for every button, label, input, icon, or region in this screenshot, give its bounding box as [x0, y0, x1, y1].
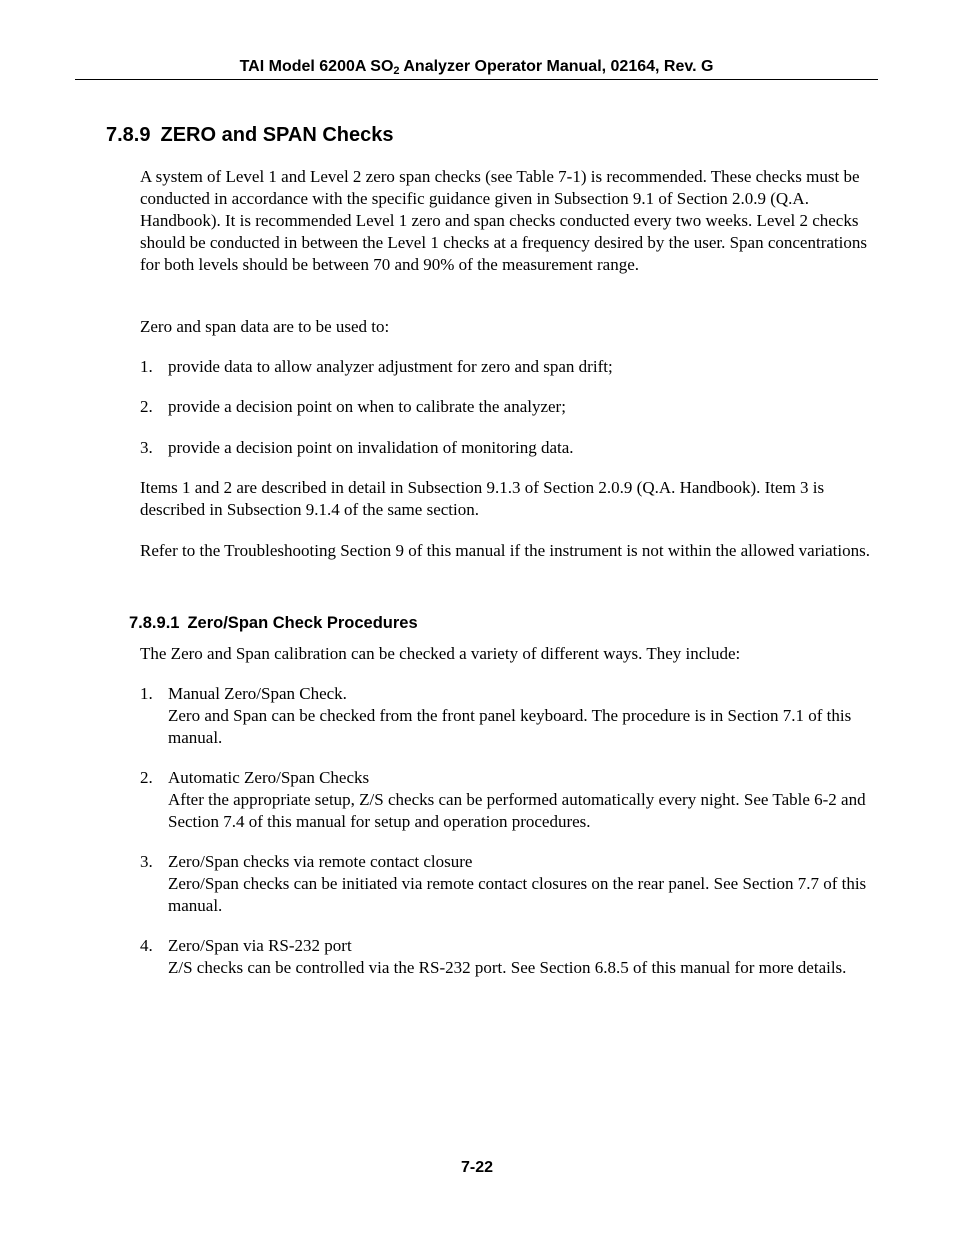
procedure-item [140, 767, 875, 833]
section-number: 7.8.9 [106, 124, 151, 146]
procedure-item-text: Zero and Span can be checked from the front panel keyboard. The procedure is in Section 7.1 of this manual. [168, 706, 852, 747]
procedure-item-text: After the appropriate setup, Z/S checks can be performed automatically every night. See Table 6-2 and Section 7.4 of this manual for setup and operation procedures. [168, 790, 866, 831]
subsection-number: 7.8.9.1 [129, 614, 180, 632]
list-item-text: provide a decision point on invalidation of monitoring data. [168, 438, 574, 457]
list-item [140, 437, 875, 459]
section-paragraph: Zero and span data are to be used to: [140, 317, 390, 336]
procedure-item-title: Manual Zero/Span Check. [168, 684, 347, 703]
header-rule [75, 79, 878, 80]
header-title-rest: Analyzer Operator Manual, 02164, Rev. G [399, 58, 714, 75]
subsection-intro: The Zero and Span calibration can be checked a variety of different ways. They include: [140, 644, 741, 663]
section-paragraph: Items 1 and 2 are described in detail in Subsection 9.1.3 of Section 2.0.9 (Q.A. Handbook). Item 3 is described in Subsection 9.1.4 of the same section. [140, 478, 825, 519]
subsection-title: Zero/Span Check Procedures [187, 614, 418, 632]
list-item-number: 1. [140, 357, 153, 376]
procedure-item-title: Automatic Zero/Span Checks [168, 768, 370, 787]
page-number: 7-22 [460, 1159, 494, 1176]
list-item-number: 3. [140, 438, 153, 457]
procedure-item [140, 851, 875, 917]
section-paragraph: A system of Level 1 and Level 2 zero span checks (see Table 7-1) is recommended. These checks must be conducted in accordance with the specific guidance given in Subsection 9.1 of Section 2.0.9 (Q.A. Handbook). It is recommended Level 1 zero and span checks conducted every two weeks. Level 2 checks should be conducted in between the Level 1 checks at a frequency desired by the user. Span concentrations for both levels should be between 70 and 90% of the measurement range. [140, 167, 867, 274]
procedure-item-title: Zero/Span via RS-232 port [168, 936, 352, 955]
subsection-heading [129, 612, 418, 634]
procedure-item-text: Z/S checks can be controlled via the RS-232 port. See Section 6.8.5 of this manual for more details. [168, 958, 847, 977]
procedure-item-number: 4. [140, 936, 153, 955]
list-item-text: provide a decision point on when to calibrate the analyzer; [168, 397, 566, 416]
list-item [140, 356, 875, 378]
section-paragraph: Refer to the Troubleshooting Section 9 of this manual if the instrument is not within the allowed variations. [140, 541, 870, 560]
page-header [75, 56, 878, 78]
procedure-item-number: 2. [140, 768, 153, 787]
list-item [140, 396, 875, 418]
header-title-main: TAI Model 6200A SO [239, 58, 394, 75]
procedure-item [140, 935, 875, 979]
procedure-item [140, 683, 875, 749]
section-title: ZERO and SPAN Checks [160, 124, 394, 146]
procedure-item-number: 3. [140, 852, 153, 871]
section-heading [106, 122, 394, 148]
header-title-subscript: 2 [393, 65, 400, 77]
list-item-number: 2. [140, 397, 153, 416]
list-item-text: provide data to allow analyzer adjustment for zero and span drift; [168, 357, 613, 376]
procedure-item-number: 1. [140, 684, 153, 703]
procedure-item-title: Zero/Span checks via remote contact closure [168, 852, 473, 871]
procedure-item-text: Zero/Span checks can be initiated via remote contact closures on the rear panel. See Section 7.7 of this manual. [168, 874, 867, 915]
